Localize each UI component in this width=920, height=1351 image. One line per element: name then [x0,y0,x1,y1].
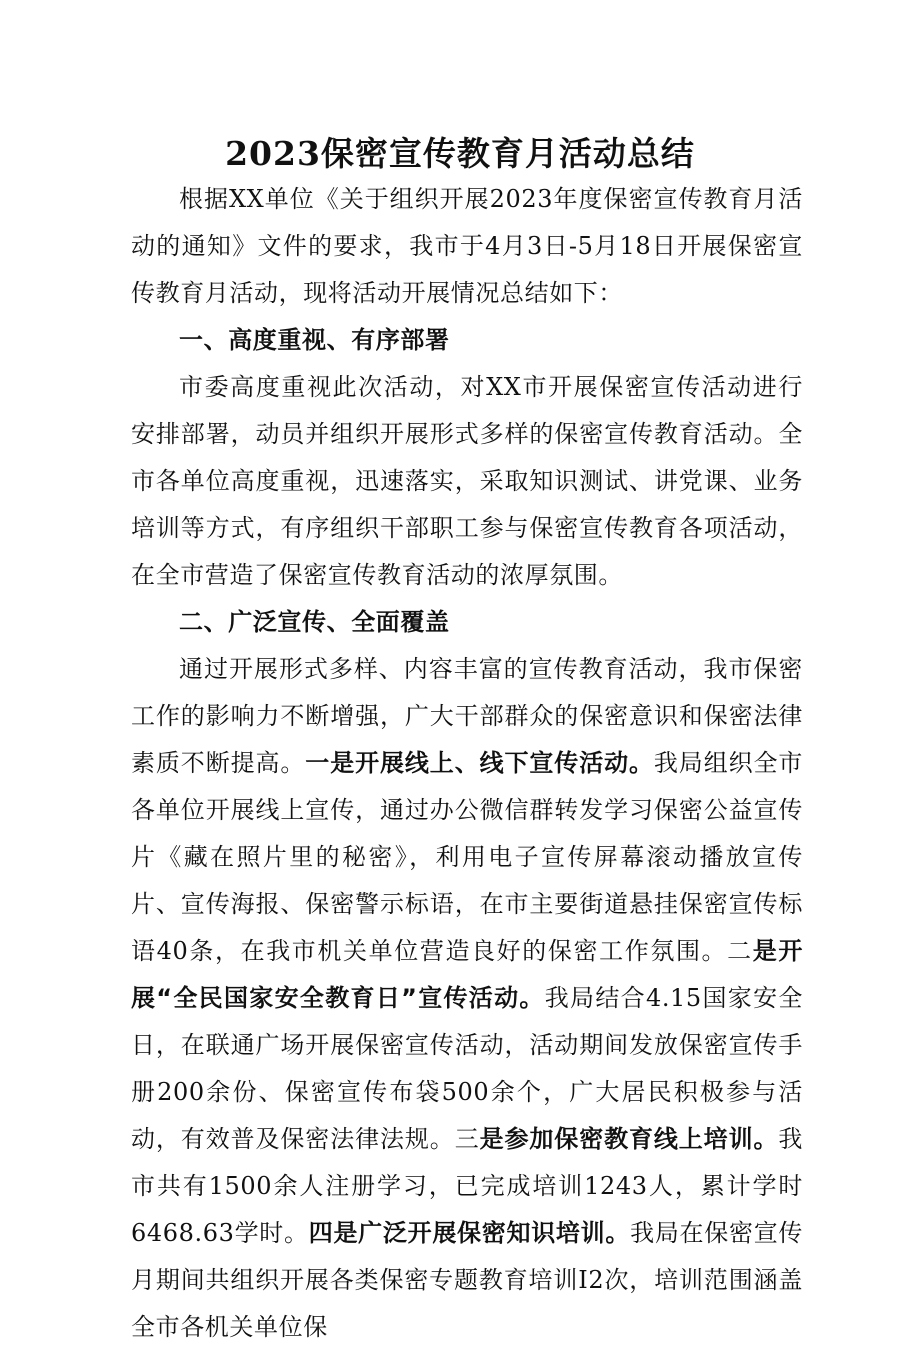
item-4-text: 我局在保密宣传月期间共组织开展各类保密专题教育培训I2次，培训范围涵盖全市各机关单位保 [131,1219,804,1341]
item-2-title: 是开展“全民国家安全教育日”宣传活动。 [131,937,804,1012]
item-3-title: 是参加保密教育线上培训。 [479,1125,779,1153]
section-2-paragraph [131,646,803,1351]
document-title: 2023保密宣传教育月活动总结 [225,134,695,173]
section-heading-1: 一、高度重视、有序部署 [179,326,450,354]
document-body [131,176,803,1351]
item-1-text: 我局组织全市各单位开展线上宣传，通过办公微信群转发学习保密公益宣传片《藏在照片里的秘密》，利用电子宣传屏幕滚动播放宣传片、宣传海报、保密警示标语，在市主要街道悬挂保密宣传标语40条，在我市机关单位营造良好的保密工作氛围。 [131,749,803,965]
item-3-text: 我市共有1500余人注册学习，已完成培训1243人，累计学时6468.63学时。 [131,1125,803,1247]
item-3-prefix: 三 [454,1125,480,1153]
item-1-title: 一是开展线上、线下宣传活动。 [305,749,654,777]
item-2-text: 我局结合4.15国家安全日，在联通广场开展保密宣传活动，活动期间发放保密宣传手册200余份、保密宣传布袋500余个，广大居民积极参与活动，有效普及保密法律法规。 [131,984,804,1153]
section-1-paragraph: 市委高度重视此次活动，对XX市开展保密宣传活动进行安排部署，动员并组织开展形式多样的保密宣传教育活动。全市各单位高度重视，迅速落实，采取知识测试、讲党课、业务培训等方式，有序组织干部职工参与保密宣传教育各项活动，在全市营造了保密宣传教育活动的浓厚氛围。 [131,373,803,589]
item-4-title: 四是广泛开展保密知识培训。 [308,1219,631,1247]
section-2-lead: 通过开展形式多样、内容丰富的宣传教育活动，我市保密工作的影响力不断增强，广大干部群众的保密意识和保密法律素质不断提高。 [131,655,803,777]
intro-paragraph: 根据XX单位《关于组织开展2023年度保密宣传教育月活动的通知》文件的要求，我市于4月3日-5月18日开展保密宣传教育月活动，现将活动开展情况总结如下： [131,185,803,307]
item-2-prefix: 二 [727,937,753,965]
section-heading-2: 二、广泛宣传、全面覆盖 [179,608,450,636]
